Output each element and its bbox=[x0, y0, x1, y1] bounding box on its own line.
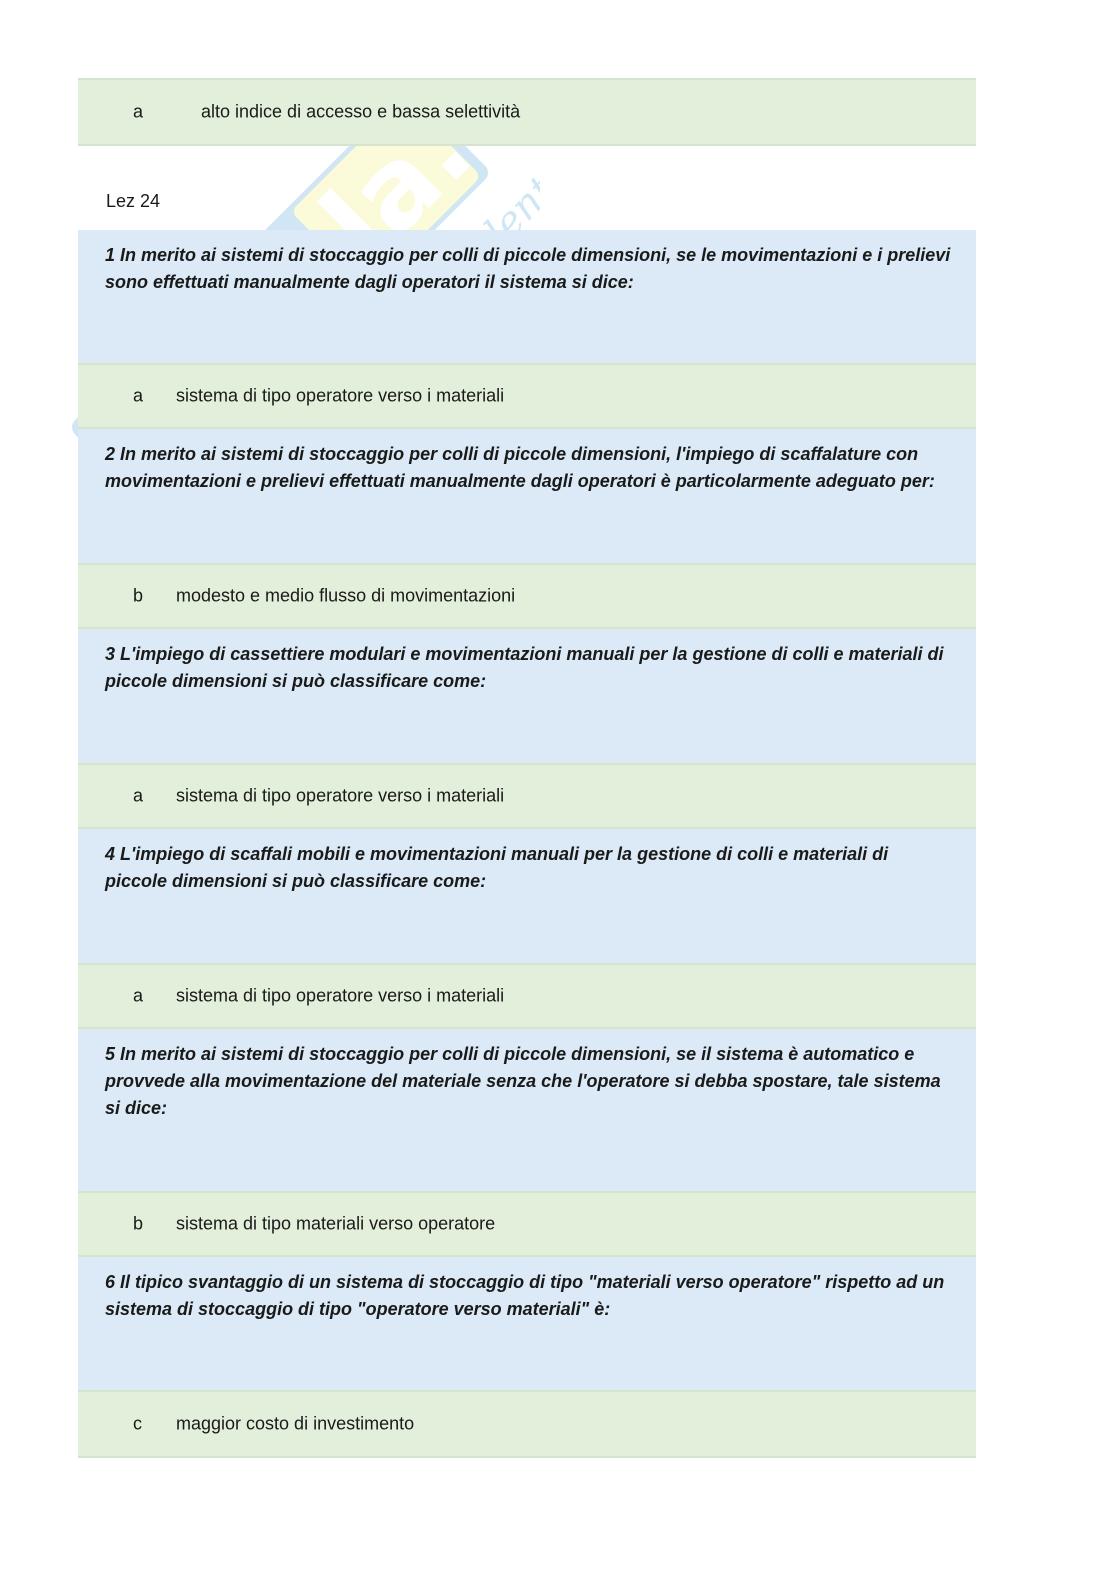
question-4: 4 L'impiego di scaffali mobili e movimentazioni manuali per la gestione di colli e materiali di piccole dimensioni si può classificare come: bbox=[78, 829, 976, 963]
answer-text: sistema di tipo materiali verso operatore bbox=[176, 1213, 496, 1234]
lesson-label: Lez 24 bbox=[106, 191, 161, 211]
answer-text: sistema di tipo operatore verso i materiali bbox=[176, 785, 505, 806]
question-2: 2 In merito ai sistemi di stoccaggio per colli di piccole dimensioni, l'impiego di scaffalature con movimentazioni e prelievi effettuati manualmente dagli operatori è particolarmente adeguato per: bbox=[78, 429, 976, 563]
answer-row-1 bbox=[78, 363, 976, 429]
question-3: 3 L'impiego di cassettiere modulari e movimentazioni manuali per la gestione di colli e materiali di piccole dimensioni si può classificare come: bbox=[78, 629, 976, 763]
answer-row-2 bbox=[78, 563, 976, 629]
question-6: 6 Il tipico svantaggio di un sistema di stoccaggio di tipo "materiali verso operatore" rispetto ad un sistema di stoccaggio di tipo "operatore verso materiali" è: bbox=[78, 1257, 976, 1390]
answer-letter: b bbox=[133, 585, 144, 606]
answer-row-4 bbox=[78, 963, 976, 1029]
answer-text: alto indice di accesso e bassa selettività bbox=[201, 101, 521, 122]
answer-text: sistema di tipo operatore verso i materiali bbox=[176, 985, 505, 1006]
answer-letter: a bbox=[133, 385, 144, 406]
answer-text: modesto e medio flusso di movimentazioni bbox=[176, 585, 516, 606]
answer-row-5 bbox=[78, 1191, 976, 1257]
answer-letter: a bbox=[133, 101, 144, 122]
answer-letter: c bbox=[133, 1413, 142, 1434]
question-1: 1 In merito ai sistemi di stoccaggio per colli di piccole dimensioni, se le movimentazioni e i prelievi sono effettuati manualmente dagli operatori il sistema si dice: bbox=[78, 230, 976, 363]
answer-row-6 bbox=[78, 1390, 976, 1458]
question-5: 5 In merito ai sistemi di stoccaggio per colli di piccole dimensioni, se il sistema è automatico e provvede alla movimentazione del materiale senza che l'operatore si debba spostare, tale sistema si dice: bbox=[78, 1029, 976, 1191]
answer-text: maggior costo di investimento bbox=[176, 1413, 415, 1434]
answer-row-previous bbox=[78, 78, 976, 146]
answer-text: sistema di tipo operatore verso i materiali bbox=[176, 385, 505, 406]
answer-letter: b bbox=[133, 1213, 144, 1234]
answer-letter: a bbox=[133, 985, 144, 1006]
answer-letter: a bbox=[133, 785, 144, 806]
answer-row-3 bbox=[78, 763, 976, 829]
